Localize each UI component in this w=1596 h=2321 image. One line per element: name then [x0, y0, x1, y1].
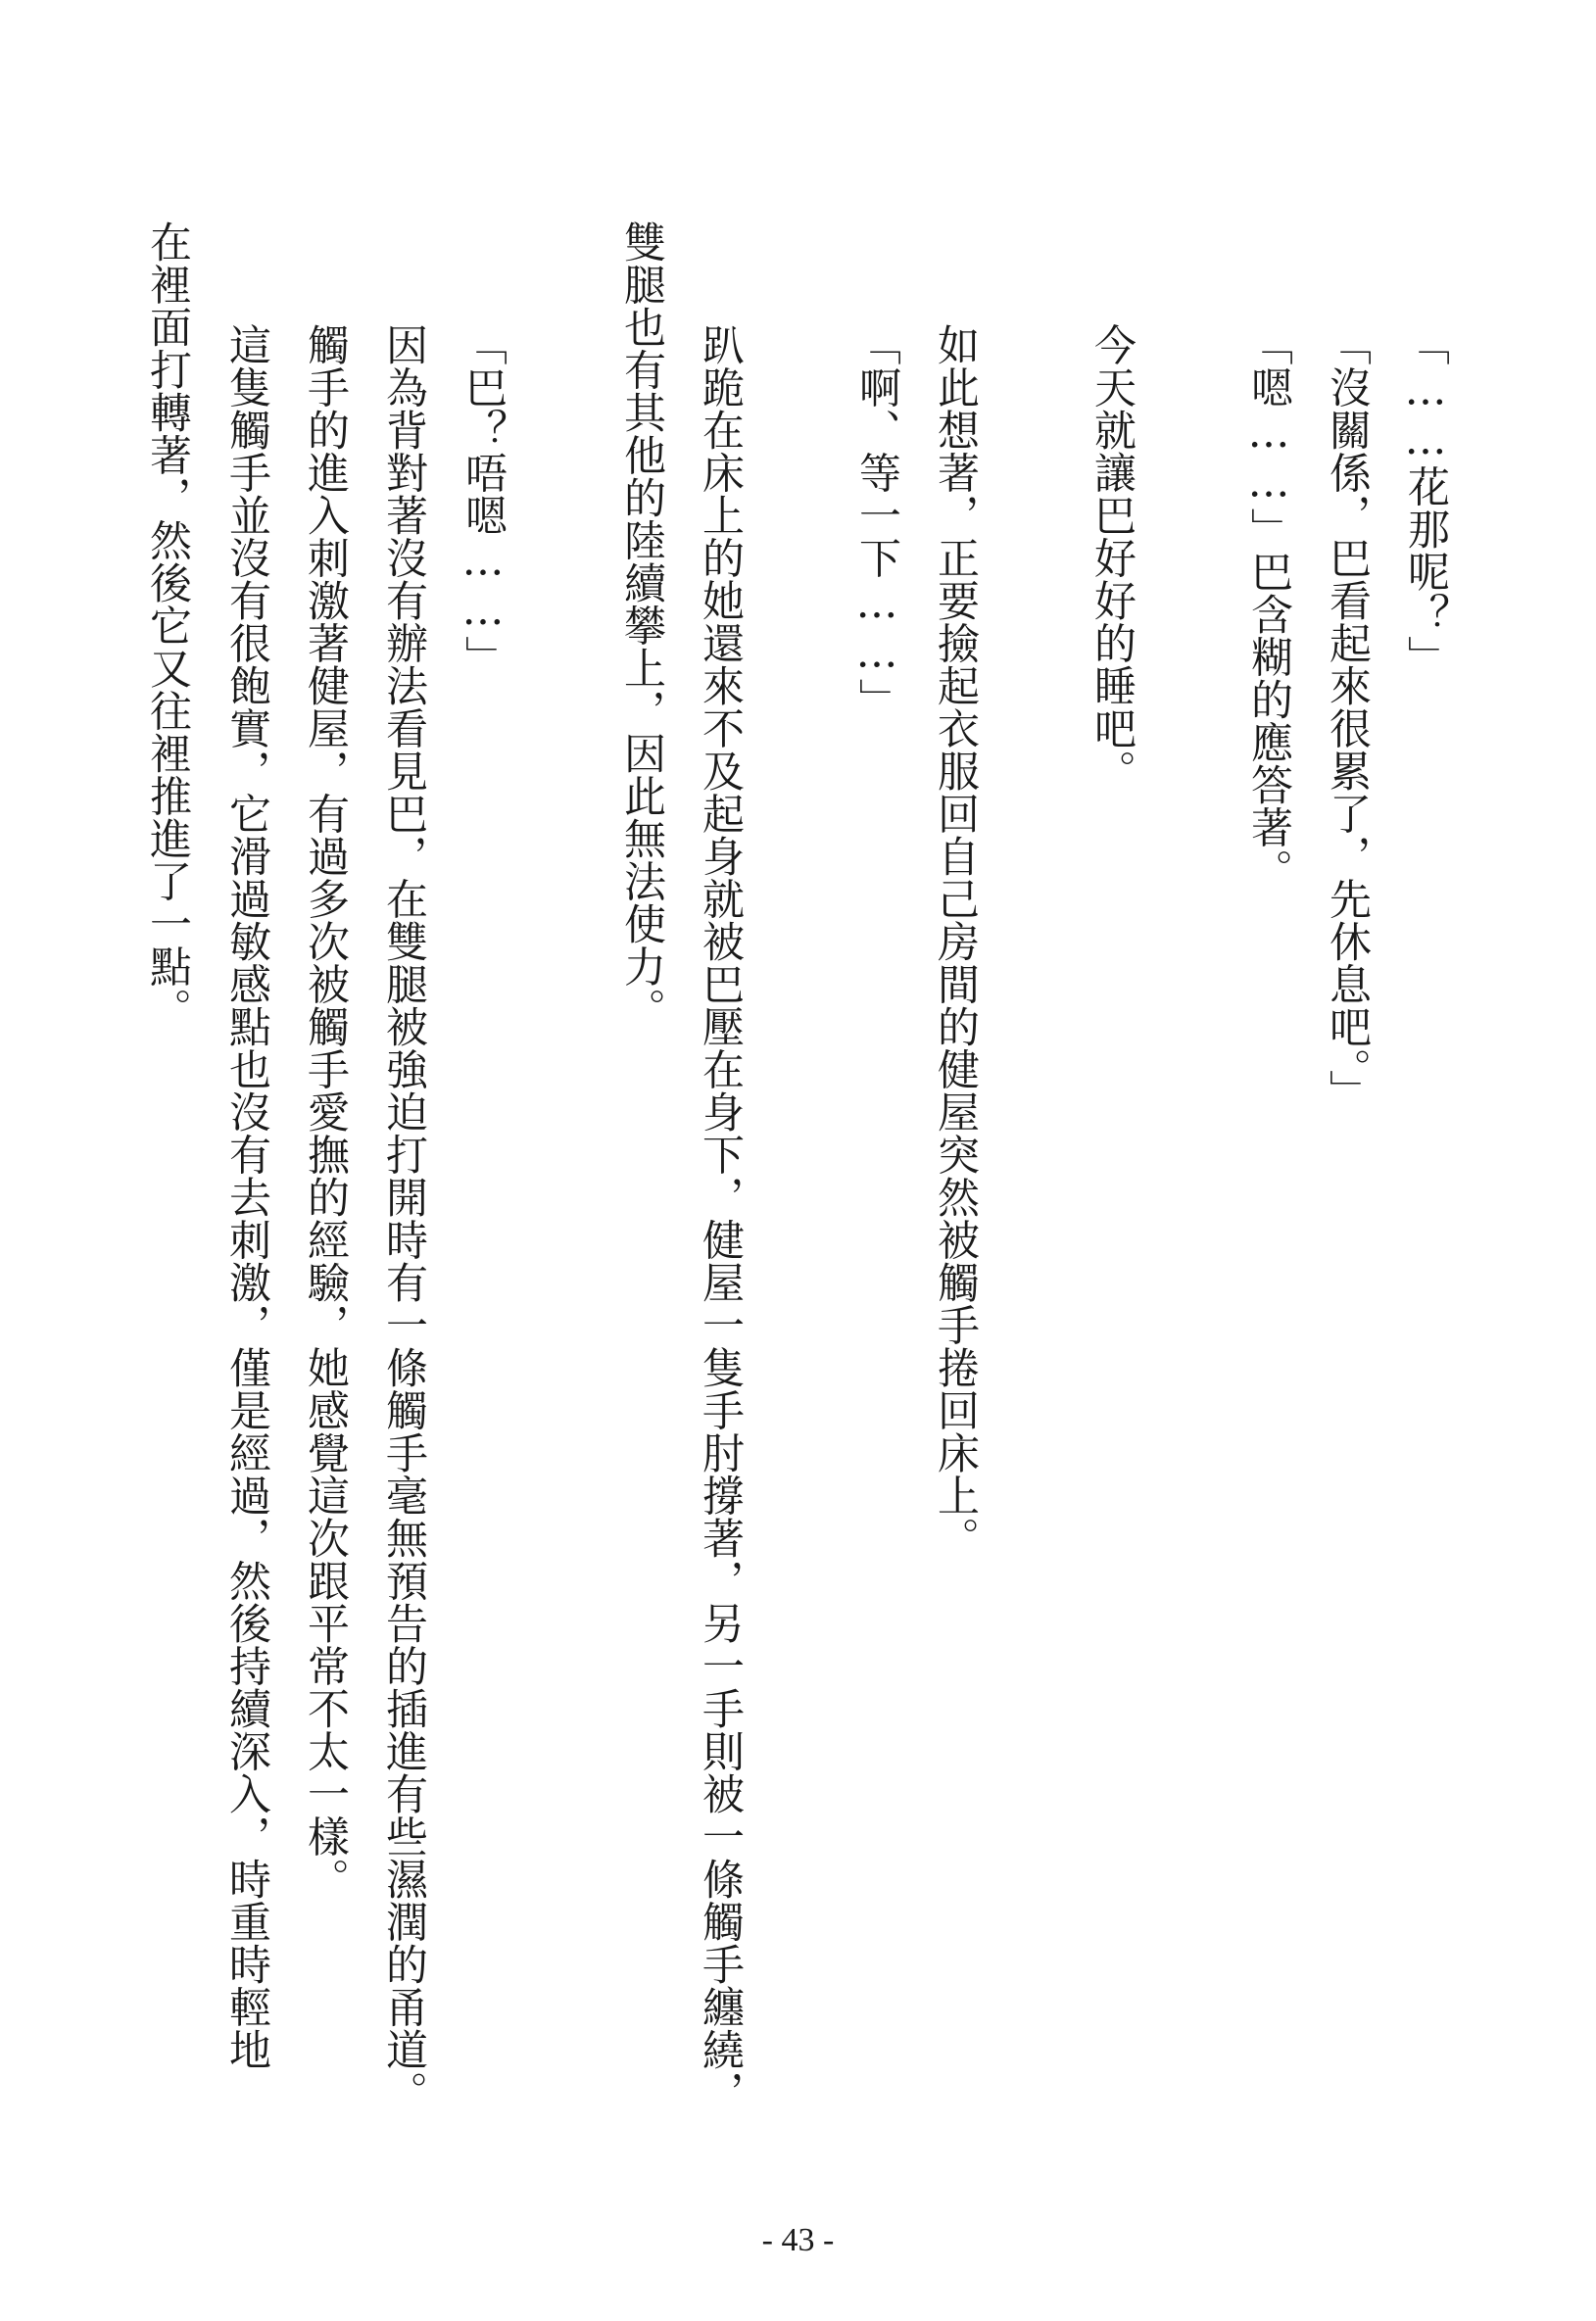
text-line-2: 「沒關係，巴看起來很累了，先休息吧。」: [1323, 323, 1372, 1112]
text-line-4: 今天就讓巴好好的睡吧。: [1088, 323, 1137, 793]
text-line-10: 因為背對著沒有辦法看見巴，在雙腿被強迫打開時有一條觸手毫無預告的插進有些濕潤的甬道。: [379, 323, 428, 2113]
text-line-3: 「嗯……」巴含糊的應答著。: [1244, 323, 1293, 892]
text-line-9: 「巴？唔嗯……」: [459, 323, 508, 678]
text-line-8: 雙腿也有其他的陸續攀上，因此無法使力。: [617, 220, 666, 1031]
page-number: - 43 -: [761, 2222, 835, 2258]
text-line-12: 這隻觸手並沒有很飽實，它滑過敏感點也沒有去刺激，僅是經過，然後持續深入，時重時輕地: [222, 323, 271, 2071]
text-line-11: 觸手的進入刺激著健屋，有過多次被觸手愛撫的經驗，她感覺這次跟平常不太一樣。: [301, 323, 350, 1901]
text-line-7: 趴跪在床上的她還來不及起身就被巴壓在身下，健屋一隻手肘撐著，另一手則被一條觸手纏繞，: [696, 323, 745, 2113]
text-line-6: 「啊、等一下……」: [852, 323, 901, 721]
text-line-5: 如此想著，正要撿起衣服回自己房間的健屋突然被觸手捲回床上。: [931, 323, 980, 1560]
text-line-1: 「……花那呢？」: [1401, 323, 1450, 678]
text-line-13: 在裡面打轉著，然後它又往裡推進了一點。: [143, 220, 192, 1031]
